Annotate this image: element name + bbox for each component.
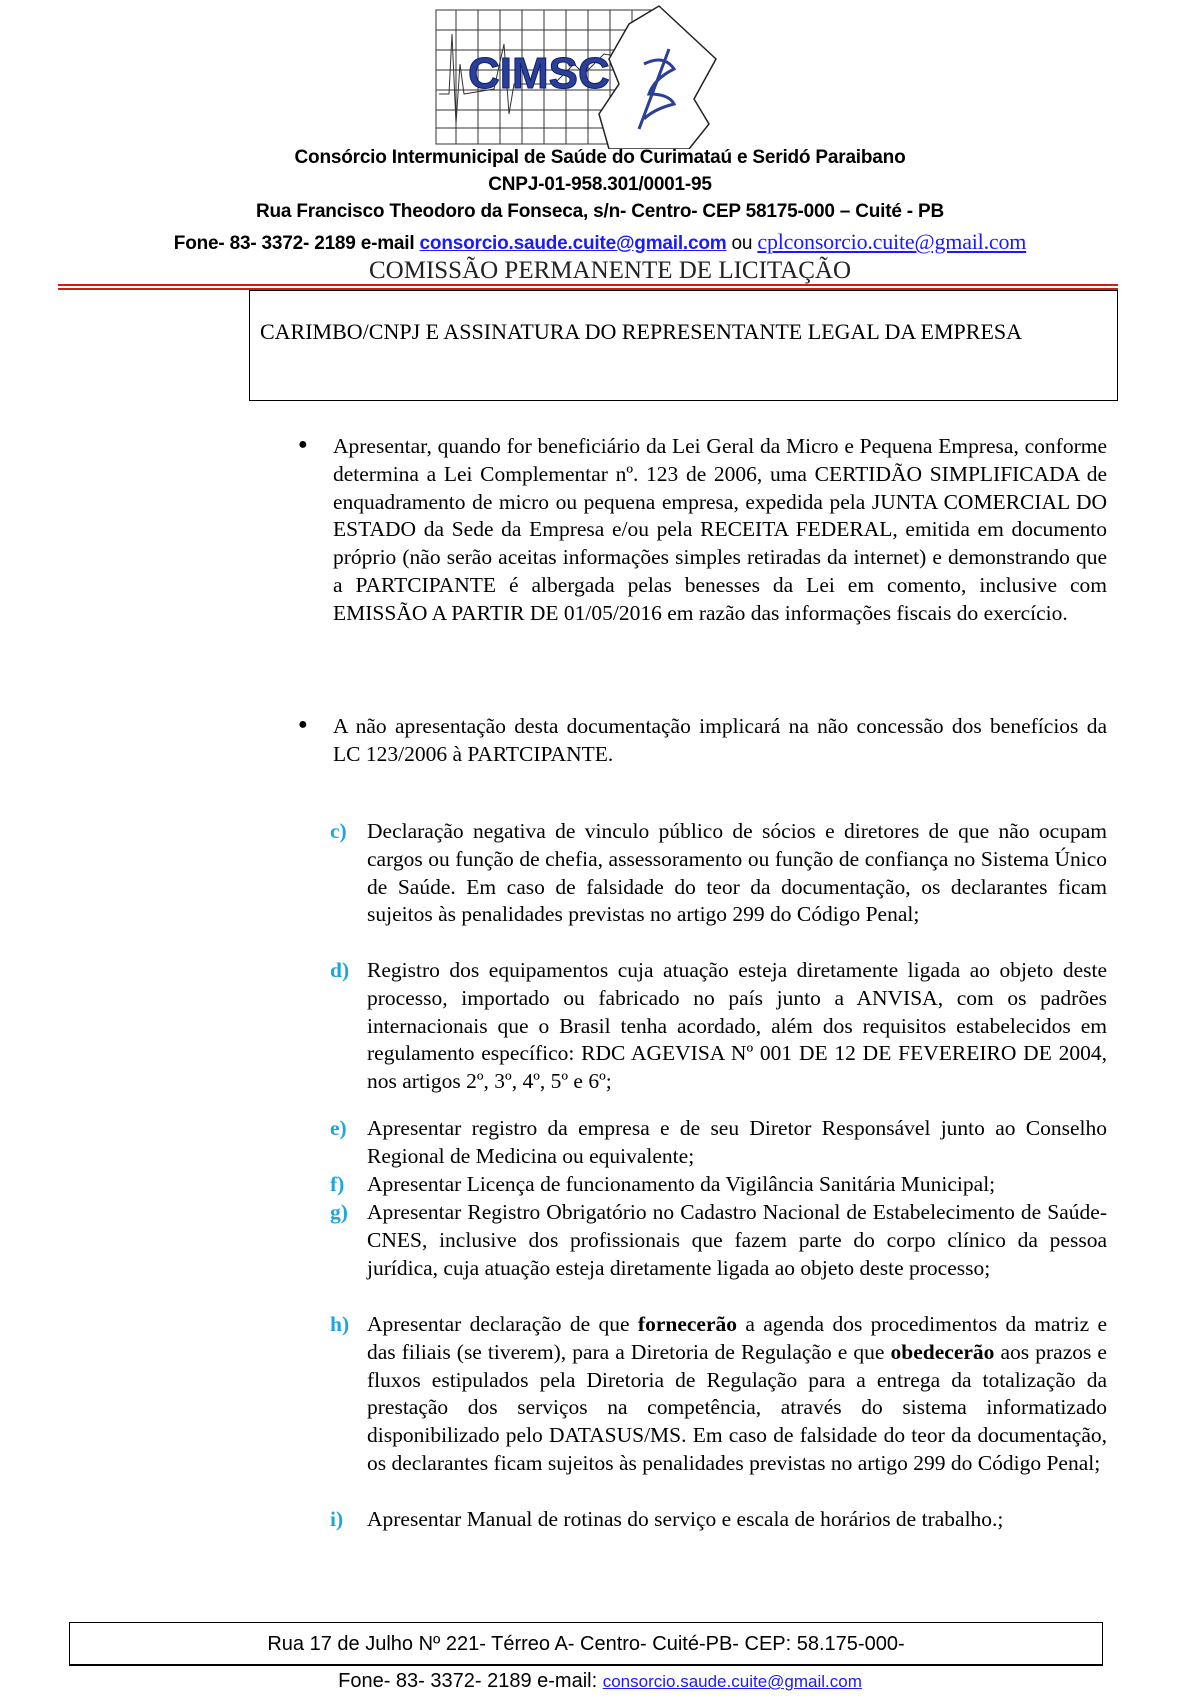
email-link-1[interactable]: consorcio.saude.cuite@gmail.com [419, 233, 727, 254]
phone-text: Fone- 83- 3372- 2189 e-mail [173, 233, 420, 254]
item-text: Apresentar Registro Obrigatório no Cadastro Nacional de Estabelecimento de Saúde-CNES, inclusive dos profissionais que fazem parte do corpo clínico da pessoa jurídica, cuja atuação esteja diretamente ligada ao objeto deste processo; [367, 1200, 1107, 1280]
org-name: Consórcio Intermunicipal de Saúde do Curimataú e Seridó Paraibano [294, 147, 906, 168]
cimsc-logo [434, 4, 734, 149]
item-text: Apresentar Manual de rotinas do serviço e escala de horários de trabalho.; [367, 1507, 1004, 1531]
item-text-part: a agenda dos procedimentos da matriz e das filiais (se tiverem), para a Diretoria de Regulação e que [367, 1312, 1107, 1364]
bullet-paragraph: A não apresentação desta documentação implicará na não concessão dos benefícios da LC 123/2006 à PARTCIPANTE. [333, 714, 1107, 766]
commission-title: COMISSÃO PERMANENTE DE LICITAÇÃO [368, 257, 852, 284]
bullet-paragraph: Apresentar, quando for beneficiário da Lei Geral da Micro e Pequena Empresa, conforme determina a Lei Complementar nº. 123 de 2006, uma CERTIDÃO SIMPLIFICADA de enquadramento de micro ou pequena empresa, expedida pela JUNTA COMERCIAL DO ESTADO da Sede da Empresa e/ou pela RECEITA FEDERAL, emitida em documento próprio (não serão aceitas informações simples retiradas da internet) e demonstrando que a PARTCIPANTE é albergada pelas benesses da Lei em comento, inclusive com EMISSÃO A PARTIR DE 01/05/2016 em razão das informações fiscais do exercício. [333, 434, 1107, 625]
item-label: e) [330, 1116, 347, 1140]
stamp-signature-box [249, 290, 1118, 401]
item-text [367, 1311, 1107, 1478]
org-cnpj: CNPJ-01-958.301/0001-95 [488, 174, 712, 195]
bullet-icon: ● [298, 436, 308, 453]
item-label: f) [330, 1172, 345, 1196]
item-text: Apresentar registro da empresa e de seu Diretor Responsável junto ao Conselho Regional de Medicina ou equivalente; [367, 1116, 1107, 1168]
footer-address-box [69, 1622, 1103, 1666]
bullet-icon: ● [298, 716, 308, 733]
item-label: g) [330, 1200, 348, 1224]
item-text: Apresentar Licença de funcionamento da Vigilância Sanitária Municipal; [367, 1172, 996, 1196]
item-text: Registro dos equipamentos cuja atuação esteja diretamente ligada ao objeto deste processo, importado ou fabricado no país junto a ANVISA, com os padrões internacionais que o Brasil tenha acordado, além dos requisitos estabelecidos em regulamento específico: RDC AGEVISA Nº 001 DE 12 DE FEVEREIRO DE 2004, nos artigos 2º, 3º, 4º, 5º e 6º; [367, 958, 1107, 1094]
org-address: Rua Francisco Theodoro da Fonseca, s/n- Centro- CEP 58175-000 – Cuité - PB [255, 201, 945, 222]
svg-text:CIMSC: CIMSC [468, 49, 610, 98]
item-label: c) [330, 819, 347, 843]
red-divider [58, 284, 1118, 286]
stamp-box-text: CARIMBO/CNPJ E ASSINATURA DO REPRESENTANTE LEGAL DA EMPRESA [260, 319, 1023, 344]
item-label: h) [330, 1312, 350, 1336]
item-label: i) [330, 1507, 344, 1531]
or-text: ou [726, 233, 758, 254]
item-text-part: Apresentar declaração de que [367, 1312, 638, 1336]
item-text-bold: fornecerão [637, 1312, 737, 1336]
footer-contact [0, 1670, 1200, 1693]
email-link-2[interactable]: cplconsorcio.cuite@gmail.com [757, 229, 1027, 254]
footer-email-link[interactable]: consorcio.saude.cuite@gmail.com [602, 1672, 862, 1691]
item-label: d) [330, 958, 350, 982]
footer-address: Rua 17 de Julho Nº 221- Térreo A- Centro- Cuité-PB- CEP: 58.175-000- [267, 1633, 905, 1655]
item-text-part: aos prazos e fluxos estipulados pela Diretoria de Regulação para a entrega da totalização da prestação dos serviços na competência, através do sistema informatizado disponibilizado pelo DATASUS/MS. Em caso de falsidade do teor da documentação, os declarantes ficam sujeitos às penalidades previstas no artigo 299 do Código Penal; [367, 1339, 1107, 1475]
org-contact [0, 229, 1200, 255]
footer-phone: Fone- 83- 3372- 2189 e-mail: [338, 1670, 603, 1692]
item-text-bold: obedecerão [890, 1339, 995, 1364]
item-text: Declaração negativa de vinculo público de sócios e diretores de que não ocupam cargos ou função de chefia, assessoramento ou função de confiança no Sistema Único de Saúde. Em caso de falsidade do teor da documentação, os declarantes ficam sujeitos às penalidades previstas no artigo 299 do Código Penal; [367, 819, 1107, 927]
